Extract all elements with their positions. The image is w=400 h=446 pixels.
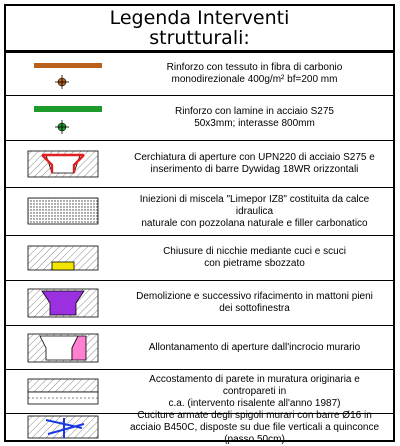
wall-coupling-icon bbox=[6, 370, 116, 413]
legend-description: Cerchiatura di aperture con UPN220 di acciaio S275 e inserimento di barre Dywidag 18WR orizzontali bbox=[134, 152, 375, 175]
legend-box bbox=[4, 4, 395, 445]
carbon-fiber-strip-icon bbox=[6, 53, 116, 95]
legend-title bbox=[6, 8, 393, 48]
injection-hatch-icon bbox=[6, 188, 116, 235]
legend-row-wall-coupling bbox=[6, 369, 393, 413]
niche-closure-icon bbox=[6, 236, 116, 280]
corner-stitching-icon bbox=[6, 414, 116, 441]
opening-relocation-icon bbox=[6, 326, 116, 369]
legend-row-niche-closure bbox=[6, 235, 393, 280]
legend-row-opening-frame bbox=[6, 140, 393, 187]
opening-frame-icon bbox=[6, 141, 116, 187]
legend-description: Accostamento di parete in muratura originaria e contropareti in c.a. (intervento risalente all'anno 1987) bbox=[149, 373, 360, 409]
steel-plate-strip-icon bbox=[6, 96, 116, 140]
legend-description: Rinforzo con lamine in acciaio S275 50x3mm; interasse 800mm bbox=[175, 106, 334, 129]
legend-description: Iniezioni di miscela "Limepor IZ8" costituita da calce idraulica naturale con pozzolana naturale e filler carbonatico bbox=[139, 193, 370, 229]
legend-row-demolition bbox=[6, 280, 393, 325]
demolition-rebuild-icon bbox=[6, 281, 116, 325]
legend-description: Rinforzo con tessuto in fibra di carbonio monodirezionale 400g/m² bf=200 mm bbox=[166, 62, 343, 85]
legend-description: Allontanamento di aperture dall'incrocio murario bbox=[148, 341, 361, 353]
legend-title-line-2: strutturali: bbox=[149, 27, 250, 49]
legend-row-opening-relocation bbox=[6, 325, 393, 369]
legend-title-line-1: Legenda Interventi bbox=[109, 7, 290, 29]
legend-description: Demolizione e successivo rifacimento in mattoni pieni dei sottofinestra bbox=[136, 291, 373, 314]
legend-row-corner-stitching bbox=[6, 409, 393, 445]
legend-description: Cuciture armate degli spigoli murari con barre Ø16 in acciaio B450C, disposte su due file verticali a quinconce (passo 50cm) bbox=[129, 409, 380, 445]
legend-row-steel-plates bbox=[6, 95, 393, 140]
legend-description: Chiusure di nicchie mediante cuci e scuci con pietrame sbozzato bbox=[163, 246, 346, 269]
legend-row-carbon-fiber bbox=[6, 52, 393, 95]
legend-row-injection bbox=[6, 187, 393, 235]
